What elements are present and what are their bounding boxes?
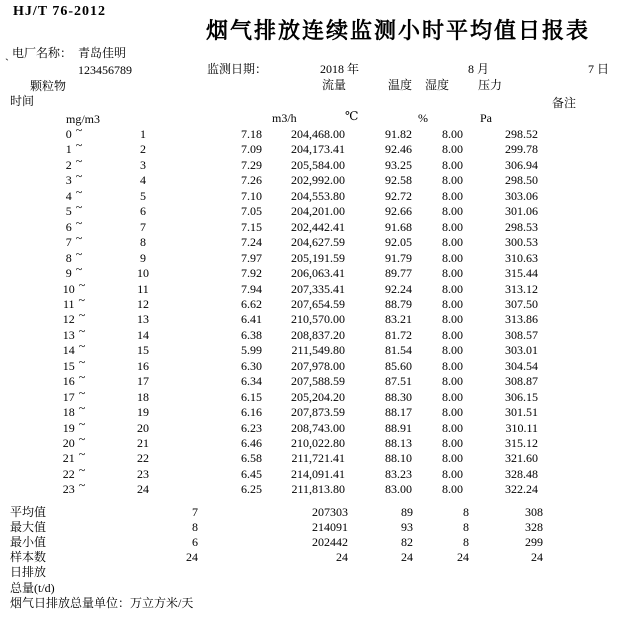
cell-pressure: 328.48 bbox=[505, 466, 538, 481]
cell-pressure: 322.24 bbox=[505, 482, 538, 497]
cell-particulate: 6.46 bbox=[241, 436, 262, 450]
cell-particulate: 6.41 bbox=[241, 312, 262, 327]
summary-temperature: 93 bbox=[401, 520, 413, 535]
monitor-date-label: 监测日期： bbox=[207, 62, 268, 76]
cell-humidity: 8.00 bbox=[442, 374, 463, 389]
cell-temperature: 92.05 bbox=[385, 235, 412, 250]
table-row bbox=[0, 231, 619, 250]
cell-pressure: 303.06 bbox=[505, 188, 538, 203]
summary-pressure: 299 bbox=[525, 535, 543, 550]
cell-temperature: 93.25 bbox=[385, 157, 412, 172]
cell-flow: 205,191.59 bbox=[291, 250, 345, 265]
cell-hour-end: 21 bbox=[137, 436, 149, 450]
summary-humidity: 8 bbox=[463, 535, 469, 550]
tilde-mark: ~ bbox=[75, 246, 83, 261]
tilde-mark: ~ bbox=[78, 370, 86, 385]
summary-row bbox=[0, 505, 619, 520]
table-row bbox=[0, 215, 619, 235]
tilde-mark: ~ bbox=[78, 432, 86, 446]
cell-pressure: 313.86 bbox=[505, 312, 538, 327]
cell-hour-end: 22 bbox=[137, 451, 149, 466]
cell-temperature: 83.21 bbox=[385, 312, 412, 327]
cell-particulate: 7.26 bbox=[241, 173, 262, 188]
cell-hour-start: 8 ~ bbox=[65, 246, 83, 265]
cell-pressure: 298.52 bbox=[505, 127, 538, 141]
table-row bbox=[0, 447, 619, 466]
column-header-humidity: 湿度 bbox=[425, 78, 450, 92]
cell-hour-end: 9 bbox=[140, 250, 146, 265]
cell-flow: 205,204.20 bbox=[291, 389, 345, 404]
cell-particulate: 7.29 bbox=[241, 157, 262, 172]
table-row bbox=[0, 184, 619, 204]
summary-label: 日排放 bbox=[10, 565, 47, 580]
cell-flow: 208,743.00 bbox=[291, 420, 345, 435]
cell-pressure: 307.50 bbox=[505, 296, 538, 311]
summary-pressure: 308 bbox=[525, 505, 543, 519]
cell-hour-start: 15 ~ bbox=[62, 354, 86, 373]
cell-particulate: 6.15 bbox=[241, 389, 262, 404]
cell-temperature: 91.82 bbox=[385, 127, 412, 141]
cell-hour-start: 9 ~ bbox=[65, 262, 83, 281]
table-row bbox=[0, 416, 619, 436]
cell-temperature: 92.66 bbox=[385, 204, 412, 219]
cell-hour-end: 13 bbox=[137, 312, 149, 327]
tilde-mark: ~ bbox=[75, 231, 83, 246]
cell-temperature: 88.17 bbox=[385, 405, 412, 420]
cell-hour-start: 4 ~ bbox=[65, 184, 83, 203]
cell-humidity: 8.00 bbox=[442, 296, 463, 311]
cell-hour-start: 22 ~ bbox=[62, 462, 86, 481]
table-row bbox=[0, 277, 619, 297]
tilde-mark: ~ bbox=[75, 169, 83, 184]
table-row bbox=[0, 478, 619, 497]
cell-temperature: 89.77 bbox=[385, 266, 412, 281]
cell-humidity: 8.00 bbox=[442, 451, 463, 466]
plant-name-value: 青岛佳明 bbox=[78, 46, 127, 60]
cell-temperature: 91.68 bbox=[385, 219, 412, 234]
cell-hour-end: 15 bbox=[137, 343, 149, 358]
cell-hour-start: 0 ~ bbox=[65, 123, 83, 141]
summary-humidity: 24 bbox=[457, 550, 469, 565]
cell-hour-start: 10 ~ bbox=[62, 277, 86, 296]
summary-label: 平均值 bbox=[10, 505, 47, 519]
cell-pressure: 310.11 bbox=[505, 420, 538, 435]
cell-temperature: 81.54 bbox=[385, 343, 412, 358]
cell-humidity: 8.00 bbox=[442, 142, 463, 157]
tilde-mark: ~ bbox=[78, 339, 86, 354]
cell-particulate: 7.94 bbox=[241, 281, 262, 296]
cell-particulate: 6.58 bbox=[241, 451, 262, 466]
tilde-mark: ~ bbox=[78, 478, 86, 493]
cell-particulate: 6.45 bbox=[241, 466, 262, 481]
cell-pressure: 300.53 bbox=[505, 235, 538, 250]
cell-flow: 207,978.00 bbox=[291, 358, 345, 373]
cell-temperature: 88.30 bbox=[385, 389, 412, 404]
cell-particulate: 6.38 bbox=[241, 327, 262, 342]
cell-temperature: 92.72 bbox=[385, 188, 412, 203]
cell-particulate: 7.24 bbox=[241, 235, 262, 250]
table-row bbox=[0, 370, 619, 389]
cell-humidity: 8.00 bbox=[442, 188, 463, 203]
cell-humidity: 8.00 bbox=[442, 219, 463, 234]
cell-particulate: 7.97 bbox=[241, 250, 262, 265]
cell-humidity: 8.00 bbox=[442, 466, 463, 481]
column-header-temperature: 温度 bbox=[388, 78, 413, 92]
cell-humidity: 8.00 bbox=[442, 235, 463, 250]
tilde-mark: ~ bbox=[75, 262, 83, 277]
table-row bbox=[0, 354, 619, 374]
summary-particulate: 7 bbox=[192, 505, 198, 519]
cell-hour-end: 10 bbox=[137, 266, 149, 281]
cell-humidity: 8.00 bbox=[442, 250, 463, 265]
cell-pressure: 303.01 bbox=[505, 343, 538, 358]
summary-pressure: 328 bbox=[525, 520, 543, 535]
tilde-mark: ~ bbox=[78, 323, 86, 338]
summary-particulate: 6 bbox=[192, 535, 198, 550]
unit-flow: m3/h bbox=[272, 111, 297, 125]
cell-hour-end: 23 bbox=[137, 466, 149, 481]
cell-humidity: 8.00 bbox=[442, 266, 463, 281]
tick-mark: ` bbox=[5, 56, 9, 70]
summary-row bbox=[0, 550, 619, 565]
cell-particulate: 6.23 bbox=[241, 420, 262, 435]
cell-hour-end: 17 bbox=[137, 374, 149, 389]
summary-temperature: 24 bbox=[401, 550, 413, 565]
summary-humidity: 8 bbox=[463, 505, 469, 519]
cell-hour-start: 3 ~ bbox=[65, 169, 83, 188]
cell-pressure: 313.12 bbox=[505, 281, 538, 296]
cell-particulate: 6.16 bbox=[241, 405, 262, 420]
summary-label: 最大值 bbox=[10, 520, 47, 535]
cell-flow: 211,813.80 bbox=[291, 482, 345, 497]
cell-hour-end: 19 bbox=[137, 405, 149, 420]
cell-humidity: 8.00 bbox=[442, 420, 463, 435]
cell-humidity: 8.00 bbox=[442, 281, 463, 296]
cell-particulate: 6.34 bbox=[241, 374, 262, 389]
plant-name-label: 电厂名称： bbox=[12, 46, 73, 60]
tilde-mark: ~ bbox=[75, 215, 83, 230]
summary-flow: 214091 bbox=[312, 520, 348, 535]
cell-humidity: 8.00 bbox=[442, 312, 463, 327]
cell-hour-start: 20 ~ bbox=[62, 432, 86, 450]
cell-humidity: 8.00 bbox=[442, 405, 463, 420]
tilde-mark: ~ bbox=[78, 447, 86, 462]
tilde-mark: ~ bbox=[75, 123, 83, 137]
cell-pressure: 306.15 bbox=[505, 389, 538, 404]
summary-label: 样本数 bbox=[10, 550, 47, 565]
cell-temperature: 83.00 bbox=[385, 482, 412, 497]
cell-hour-start: 5 ~ bbox=[65, 200, 83, 219]
tilde-mark: ~ bbox=[75, 200, 83, 215]
table-row bbox=[0, 246, 619, 266]
cell-hour-start: 23 ~ bbox=[62, 478, 86, 497]
cell-flow: 207,654.59 bbox=[291, 296, 345, 311]
summary-humidity: 8 bbox=[463, 520, 469, 535]
monitor-date-month: 8 月 bbox=[468, 62, 490, 76]
plant-code-value: 123456789 bbox=[78, 63, 132, 77]
column-header-remark: 备注 bbox=[552, 96, 577, 110]
cell-hour-end: 11 bbox=[137, 281, 149, 296]
cell-temperature: 92.58 bbox=[385, 173, 412, 188]
cell-pressure: 301.51 bbox=[505, 405, 538, 420]
cell-pressure: 298.53 bbox=[505, 219, 538, 234]
table-row bbox=[0, 401, 619, 420]
column-header-flow: 流量 bbox=[322, 78, 347, 92]
cell-temperature: 88.79 bbox=[385, 296, 412, 311]
page-title: 烟气排放连续监测小时平均值日报表 bbox=[206, 18, 591, 43]
cell-hour-end: 7 bbox=[140, 219, 146, 234]
cell-particulate: 7.09 bbox=[241, 142, 262, 157]
cell-humidity: 8.00 bbox=[442, 327, 463, 342]
tilde-mark: ~ bbox=[78, 462, 86, 477]
cell-hour-end: 2 bbox=[140, 142, 146, 157]
cell-flow: 207,873.59 bbox=[291, 405, 345, 420]
cell-temperature: 92.46 bbox=[385, 142, 412, 157]
cell-hour-end: 14 bbox=[137, 327, 149, 342]
tilde-mark: ~ bbox=[78, 277, 86, 292]
cell-hour-start: 1 ~ bbox=[65, 138, 83, 157]
summary-temperature: 89 bbox=[401, 505, 413, 519]
cell-hour-start: 16 ~ bbox=[62, 370, 86, 389]
cell-temperature: 88.91 bbox=[385, 420, 412, 435]
cell-hour-end: 3 bbox=[140, 157, 146, 172]
cell-flow: 204,201.00 bbox=[291, 204, 345, 219]
cell-humidity: 8.00 bbox=[442, 204, 463, 219]
cell-flow: 211,549.80 bbox=[291, 343, 345, 358]
cell-flow: 214,091.41 bbox=[291, 466, 345, 481]
summary-row bbox=[0, 520, 619, 535]
table-row bbox=[0, 169, 619, 188]
cell-hour-end: 1 bbox=[140, 127, 146, 141]
table-row bbox=[0, 339, 619, 358]
cell-humidity: 8.00 bbox=[442, 358, 463, 373]
summary-label: 最小值 bbox=[10, 535, 47, 550]
cell-hour-end: 8 bbox=[140, 235, 146, 250]
tilde-mark: ~ bbox=[78, 308, 86, 323]
cell-hour-start: 11 ~ bbox=[62, 292, 86, 311]
cell-flow: 210,570.00 bbox=[291, 312, 345, 327]
table-row bbox=[0, 323, 619, 343]
cell-humidity: 8.00 bbox=[442, 173, 463, 188]
cell-temperature: 83.23 bbox=[385, 466, 412, 481]
summary-temperature: 82 bbox=[401, 535, 413, 550]
tilde-mark: ~ bbox=[75, 153, 83, 168]
cell-pressure: 298.50 bbox=[505, 173, 538, 188]
summary-pressure: 24 bbox=[531, 550, 543, 565]
cell-particulate: 7.18 bbox=[241, 127, 262, 141]
table-row bbox=[0, 262, 619, 281]
summary-row bbox=[0, 581, 619, 596]
cell-pressure: 308.57 bbox=[505, 327, 538, 342]
cell-hour-start: 21 ~ bbox=[62, 447, 86, 466]
summary-row bbox=[0, 565, 619, 580]
cell-hour-end: 12 bbox=[137, 296, 149, 311]
column-header-time: 时间 bbox=[10, 94, 35, 108]
cell-particulate: 6.25 bbox=[241, 482, 262, 497]
cell-hour-end: 20 bbox=[137, 420, 149, 435]
tilde-mark: ~ bbox=[78, 385, 86, 400]
cell-hour-start: 6 ~ bbox=[65, 215, 83, 234]
cell-flow: 204,173.41 bbox=[291, 142, 345, 157]
table-row bbox=[0, 385, 619, 405]
table-row bbox=[0, 153, 619, 173]
tilde-mark: ~ bbox=[78, 292, 86, 307]
cell-particulate: 7.15 bbox=[241, 219, 262, 234]
cell-temperature: 92.24 bbox=[385, 281, 412, 296]
footnote: 烟气日排放总量单位：万立方米/天 bbox=[10, 596, 194, 610]
cell-hour-end: 5 bbox=[140, 188, 146, 203]
cell-pressure: 321.60 bbox=[505, 451, 538, 466]
cell-hour-start: 12 ~ bbox=[62, 308, 86, 327]
cell-pressure: 306.94 bbox=[505, 157, 538, 172]
cell-hour-start: 7 ~ bbox=[65, 231, 83, 250]
table-row bbox=[0, 292, 619, 312]
cell-humidity: 8.00 bbox=[442, 127, 463, 141]
cell-humidity: 8.00 bbox=[442, 343, 463, 358]
table-row bbox=[0, 432, 619, 451]
cell-temperature: 88.13 bbox=[385, 436, 412, 450]
cell-flow: 202,442.41 bbox=[291, 219, 345, 234]
tilde-mark: ~ bbox=[75, 138, 83, 153]
column-header-particulate: 颗粒物 bbox=[30, 79, 67, 93]
tilde-mark: ~ bbox=[78, 401, 86, 416]
cell-hour-end: 6 bbox=[140, 204, 146, 219]
cell-hour-end: 18 bbox=[137, 389, 149, 404]
cell-hour-end: 4 bbox=[140, 173, 146, 188]
summary-particulate: 8 bbox=[192, 520, 198, 535]
cell-flow: 211,721.41 bbox=[291, 451, 345, 466]
monitor-date-day: 7 日 bbox=[588, 62, 610, 76]
table-row bbox=[0, 138, 619, 157]
cell-flow: 204,553.80 bbox=[291, 188, 345, 203]
cell-particulate: 5.99 bbox=[241, 343, 262, 358]
cell-pressure: 299.78 bbox=[505, 142, 538, 157]
summary-particulate: 24 bbox=[186, 550, 198, 565]
cell-temperature: 81.72 bbox=[385, 327, 412, 342]
cell-temperature: 85.60 bbox=[385, 358, 412, 373]
cell-particulate: 6.62 bbox=[241, 296, 262, 311]
table-row bbox=[0, 123, 619, 142]
table-row bbox=[0, 200, 619, 219]
cell-flow: 202,992.00 bbox=[291, 173, 345, 188]
cell-temperature: 91.79 bbox=[385, 250, 412, 265]
cell-hour-start: 13 ~ bbox=[62, 323, 86, 342]
summary-flow: 24 bbox=[336, 550, 348, 565]
cell-hour-start: 19 ~ bbox=[62, 416, 86, 435]
cell-flow: 206,063.41 bbox=[291, 266, 345, 281]
cell-pressure: 301.06 bbox=[505, 204, 538, 219]
table-row bbox=[0, 308, 619, 327]
cell-humidity: 8.00 bbox=[442, 389, 463, 404]
cell-particulate: 7.05 bbox=[241, 204, 262, 219]
cell-humidity: 8.00 bbox=[442, 482, 463, 497]
cell-particulate: 6.30 bbox=[241, 358, 262, 373]
cell-hour-start: 18 ~ bbox=[62, 401, 86, 420]
tilde-mark: ~ bbox=[75, 184, 83, 199]
cell-flow: 207,588.59 bbox=[291, 374, 345, 389]
column-header-pressure: 压力 bbox=[478, 78, 503, 92]
cell-hour-end: 24 bbox=[137, 482, 149, 497]
cell-temperature: 87.51 bbox=[385, 374, 412, 389]
standard-number: HJ/T 76-2012 bbox=[13, 4, 107, 19]
unit-particulate: mg/m3 bbox=[66, 112, 101, 126]
cell-flow: 208,837.20 bbox=[291, 327, 345, 342]
cell-hour-start: 14 ~ bbox=[62, 339, 86, 358]
cell-humidity: 8.00 bbox=[442, 436, 463, 450]
cell-pressure: 315.44 bbox=[505, 266, 538, 281]
cell-particulate: 7.10 bbox=[241, 188, 262, 203]
summary-flow: 207303 bbox=[312, 505, 348, 519]
cell-hour-start: 17 ~ bbox=[62, 385, 86, 404]
cell-pressure: 308.87 bbox=[505, 374, 538, 389]
unit-humidity: % bbox=[418, 111, 428, 125]
cell-pressure: 304.54 bbox=[505, 358, 538, 373]
cell-pressure: 315.12 bbox=[505, 436, 538, 450]
cell-flow: 204,627.59 bbox=[291, 235, 345, 250]
monitor-date-year: 2018 年 bbox=[320, 62, 360, 76]
cell-flow: 205,584.00 bbox=[291, 157, 345, 172]
summary-row bbox=[0, 535, 619, 550]
cell-particulate: 7.92 bbox=[241, 266, 262, 281]
tilde-mark: ~ bbox=[78, 354, 86, 369]
cell-hour-end: 16 bbox=[137, 358, 149, 373]
cell-flow: 210,022.80 bbox=[291, 436, 345, 450]
cell-hour-start: 2 ~ bbox=[65, 153, 83, 172]
cell-pressure: 310.63 bbox=[505, 250, 538, 265]
unit-pressure: Pa bbox=[480, 111, 492, 125]
cell-humidity: 8.00 bbox=[442, 157, 463, 172]
table-row bbox=[0, 462, 619, 482]
unit-temperature: ℃ bbox=[345, 109, 359, 123]
tilde-mark: ~ bbox=[78, 416, 86, 431]
cell-flow: 207,335.41 bbox=[291, 281, 345, 296]
cell-flow: 204,468.00 bbox=[291, 127, 345, 141]
summary-label: 总量(t/d) bbox=[10, 580, 55, 595]
cell-temperature: 88.10 bbox=[385, 451, 412, 466]
summary-flow: 202442 bbox=[312, 535, 348, 550]
